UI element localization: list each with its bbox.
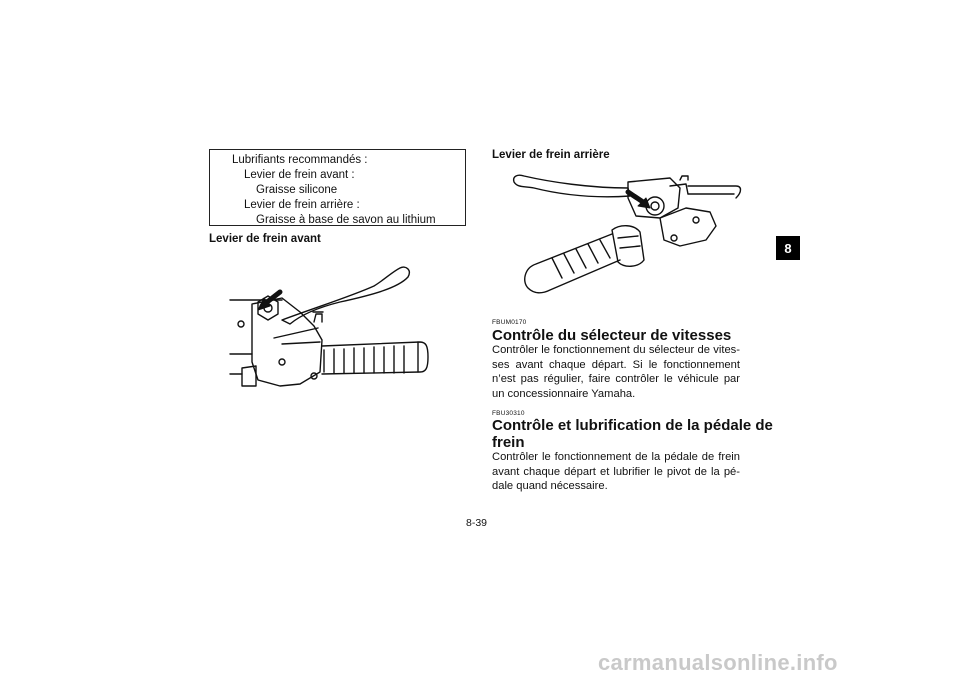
- front-brake-lever-illustration: [222, 262, 434, 400]
- rear-brake-caption: Levier de frein arrière: [492, 149, 610, 161]
- section2-body: Contrôler le fonctionnement de la pédale de frein avant chaque départ et lubrifier le pivot de la pé-dale quand nécessaire.: [492, 451, 740, 492]
- rear-lever-label: Levier de frein arrière :: [244, 199, 360, 211]
- chapter-tab[interactable]: 8: [776, 236, 800, 260]
- front-brake-caption: Levier de frein avant: [209, 233, 321, 245]
- page-number: 8-39: [466, 517, 488, 529]
- watermark: carmanualsonline.info: [598, 650, 838, 675]
- section1-code: FBUM0170: [492, 319, 527, 326]
- section1-body: Contrôler le fonctionnement du sélecteur de vites-ses avant chaque départ. Si le fonctionnement n’est pas régulier, faire contrôler le véhicule par un concessionnaire Yamaha.: [492, 344, 740, 400]
- front-lever-label: Levier de frein avant :: [244, 169, 355, 181]
- section2-title-line2: frein: [492, 434, 525, 451]
- front-lever-grease: Graisse silicone: [256, 184, 338, 196]
- section1-title: Contrôle du sélecteur de vitesses: [492, 327, 732, 344]
- section2-title-line1: Contrôle et lubrification de la pédale de: [492, 417, 773, 434]
- lubricant-title: Lubrifiants recommandés :: [232, 154, 368, 166]
- rear-brake-lever-illustration: [510, 168, 748, 300]
- rear-lever-grease: Graisse à base de savon au lithium: [256, 214, 436, 226]
- section2-code: FBU30310: [492, 410, 525, 417]
- lubricant-box: [209, 149, 466, 226]
